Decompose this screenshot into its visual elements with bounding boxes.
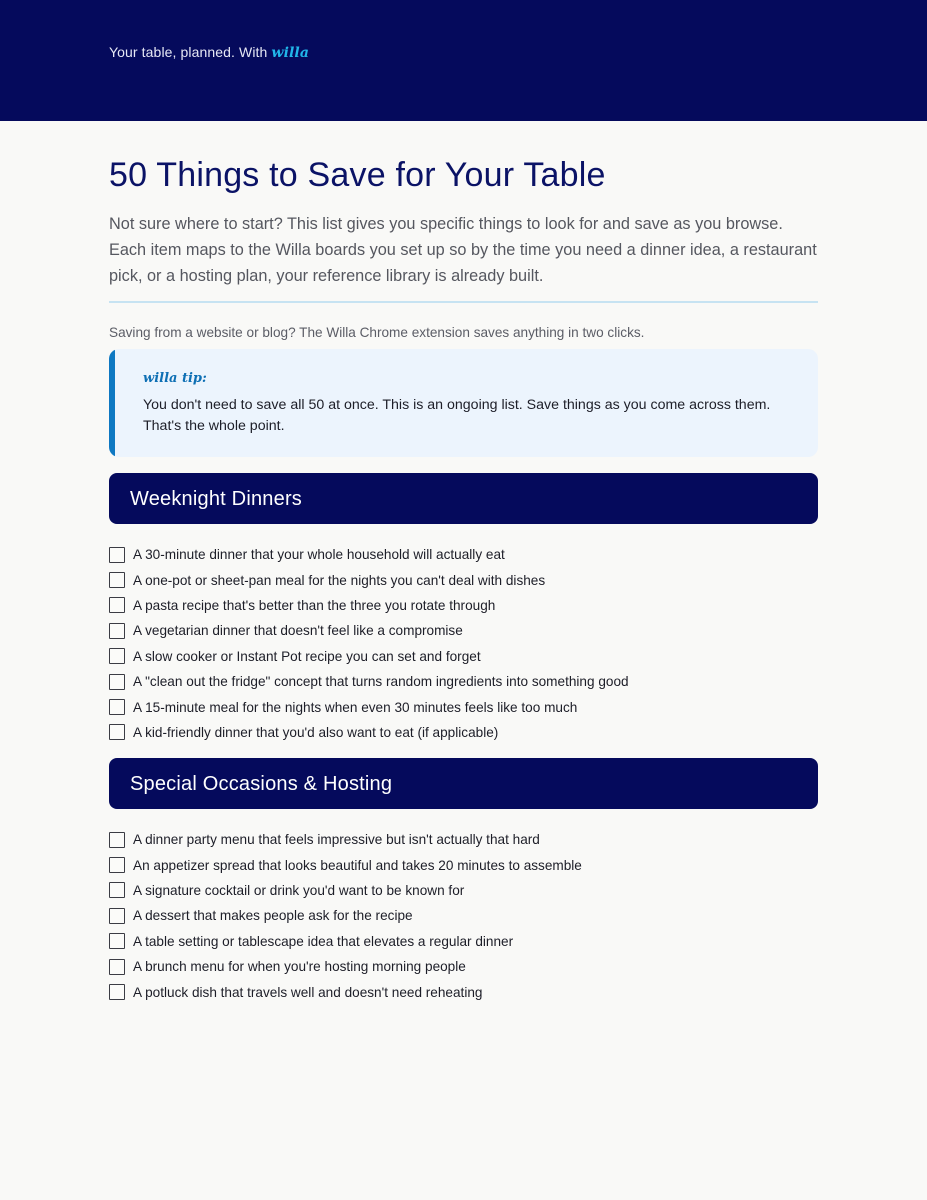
page-header xyxy=(0,0,927,121)
list-item xyxy=(109,878,818,903)
tip-callout xyxy=(109,349,818,457)
intro-paragraph: Not sure where to start? This list gives you specific things to look for and save as you browse. Each item maps to the Willa boards you set up so by the time you need a dinner idea, a restaurant pick, or a hosting plan, your reference library is already built. xyxy=(109,215,817,285)
checkbox[interactable] xyxy=(109,623,125,639)
checkbox[interactable] xyxy=(109,857,125,873)
item-label: A "clean out the fridge" concept that turns random ingredients into something good xyxy=(133,674,629,690)
header-tagline xyxy=(109,44,309,61)
item-label: A vegetarian dinner that doesn't feel like a compromise xyxy=(133,623,463,639)
divider xyxy=(109,301,818,303)
checklist-special-occasions xyxy=(109,827,818,1005)
list-item xyxy=(109,827,818,852)
tip-accent-bar xyxy=(109,349,115,457)
checkbox[interactable] xyxy=(109,547,125,563)
checkbox[interactable] xyxy=(109,984,125,1000)
checkbox[interactable] xyxy=(109,724,125,740)
list-item xyxy=(109,644,818,669)
page-title: 50 Things to Save for Your Table xyxy=(109,156,606,194)
item-label: A 15-minute meal for the nights when even 30 minutes feels like too much xyxy=(133,699,578,715)
list-item xyxy=(109,618,818,643)
item-label: A 30-minute dinner that your whole household will actually eat xyxy=(133,547,505,563)
tagline-text: Your table, planned. With xyxy=(109,44,268,60)
checkbox[interactable] xyxy=(109,597,125,613)
brand-logo: willa xyxy=(271,45,309,61)
checkbox[interactable] xyxy=(109,832,125,848)
list-item xyxy=(109,669,818,694)
list-item xyxy=(109,720,818,745)
item-label: A dessert that makes people ask for the recipe xyxy=(133,908,413,924)
checkbox[interactable] xyxy=(109,648,125,664)
checkbox[interactable] xyxy=(109,572,125,588)
list-item xyxy=(109,929,818,954)
item-label: A dinner party menu that feels impressive but isn't actually that hard xyxy=(133,832,540,848)
item-label: A table setting or tablescape idea that elevates a regular dinner xyxy=(133,933,514,949)
item-label: A slow cooker or Instant Pot recipe you can set and forget xyxy=(133,648,481,664)
section-header-special-occasions xyxy=(109,758,818,809)
item-label: A potluck dish that travels well and doesn't need reheating xyxy=(133,984,483,1000)
extension-note: Saving from a website or blog? The Willa Chrome extension saves anything in two clicks. xyxy=(109,325,645,340)
item-label: A one-pot or sheet-pan meal for the nights you can't deal with dishes xyxy=(133,572,546,588)
checkbox[interactable] xyxy=(109,933,125,949)
checkbox[interactable] xyxy=(109,959,125,975)
list-item xyxy=(109,542,818,567)
checkbox[interactable] xyxy=(109,674,125,690)
checklist-weeknight-dinners xyxy=(109,542,818,745)
list-item xyxy=(109,567,818,592)
tip-text: You don't need to save all 50 at once. This is an ongoing list. Save things as you come across them. That's the whole point. xyxy=(143,397,771,434)
item-label: A brunch menu for when you're hosting morning people xyxy=(133,959,466,975)
section-title: Weeknight Dinners xyxy=(130,488,303,510)
tip-label: willa tip: xyxy=(143,371,207,386)
list-item xyxy=(109,852,818,877)
checkbox[interactable] xyxy=(109,908,125,924)
section-header-weeknight-dinners xyxy=(109,473,818,524)
item-label: A signature cocktail or drink you'd want to be known for xyxy=(133,882,465,898)
checkbox[interactable] xyxy=(109,699,125,715)
section-title: Special Occasions & Hosting xyxy=(130,773,393,795)
list-item xyxy=(109,954,818,979)
item-label: An appetizer spread that looks beautiful and takes 20 minutes to assemble xyxy=(133,857,582,873)
list-item xyxy=(109,694,818,719)
item-label: A kid-friendly dinner that you'd also want to eat (if applicable) xyxy=(133,724,499,740)
list-item xyxy=(109,593,818,618)
item-label: A pasta recipe that's better than the three you rotate through xyxy=(133,597,496,613)
list-item xyxy=(109,903,818,928)
list-item xyxy=(109,979,818,1004)
checkbox[interactable] xyxy=(109,882,125,898)
